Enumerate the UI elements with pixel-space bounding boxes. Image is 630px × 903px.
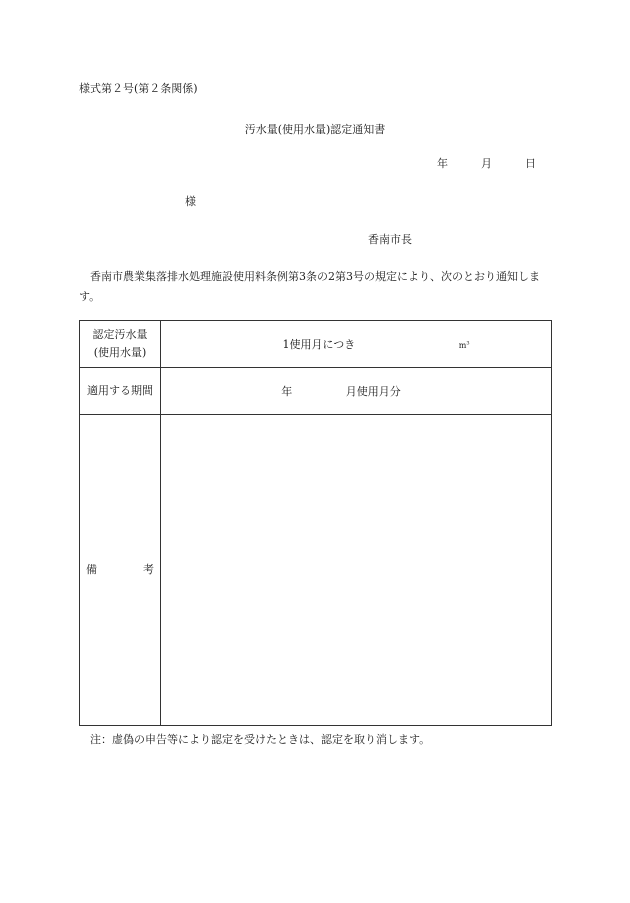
certified-volume-value [161, 321, 552, 368]
footnote: 注：虚偽の申告等により認定を受けたときは、認定を取り消します。 [90, 733, 431, 746]
table-row [80, 415, 552, 726]
date-month-label: 月 [481, 157, 492, 170]
table-row [80, 368, 552, 415]
certified-volume-label [80, 321, 161, 368]
period-value [161, 368, 552, 415]
period-label: 適用する期間 [80, 368, 161, 415]
body-text: 香南市農業集落排水処理施設使用料条例第3条の2第3号の規定により、次のとおり通知します。 [79, 270, 540, 303]
certified-volume-label-line1: 認定汚水量 [92, 328, 148, 341]
recipient-suffix: 様 [185, 195, 196, 208]
remarks-label-left: 備 [86, 563, 97, 576]
period-year: 年 [281, 385, 293, 398]
per-month-text: 1使用月につき [282, 338, 356, 351]
date-day-label: 日 [525, 157, 536, 170]
date-year-label: 年 [437, 157, 448, 170]
remarks-label-right: 考 [143, 563, 154, 576]
form-number: 様式第２号(第２条関係) [79, 82, 198, 95]
cubic-meter-unit [459, 341, 470, 350]
remarks-field[interactable] [161, 415, 552, 726]
issuer-name: 香南市長 [368, 233, 412, 246]
date-line [437, 155, 536, 171]
document-title: 汚水量(使用水量)認定通知書 [244, 123, 386, 136]
table-row [80, 321, 552, 368]
period-month: 月使用月分 [345, 385, 401, 398]
unit-superscript: 3 [466, 340, 470, 347]
notice-table [79, 320, 552, 726]
certified-volume-label-line2: (使用水量) [93, 346, 147, 359]
remarks-label [80, 415, 161, 726]
unit-text: m [458, 341, 467, 350]
